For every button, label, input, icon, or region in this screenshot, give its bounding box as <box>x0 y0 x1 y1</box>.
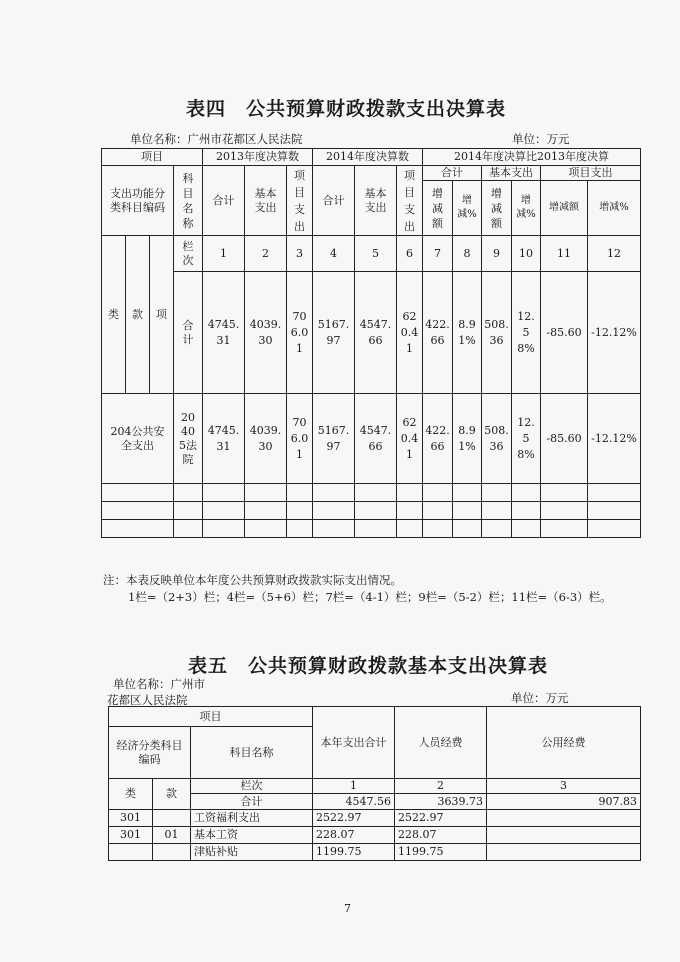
t4-204-v7: 422.66 <box>423 394 453 484</box>
t5-heji: 合计 <box>191 794 313 810</box>
t5-row1-lei: 301 <box>109 810 153 827</box>
t4-lei-cell <box>102 236 126 394</box>
t5-h-personnel: 人员经费 <box>395 707 487 779</box>
t4-col-8: 8 <box>453 236 482 272</box>
table4-row-204 <box>102 394 641 484</box>
table4-empty-row <box>102 484 641 502</box>
table5-title: 表五 公共预算财政拨款基本支出决算表 <box>188 655 549 677</box>
table4-title: 表四 公共预算财政拨款支出决算表 <box>186 98 507 120</box>
t4-h-2014: 2014年度决算数 <box>313 149 423 166</box>
t5-row3-total: 1199.75 <box>313 844 395 861</box>
t4-col-2: 2 <box>245 236 287 272</box>
t4-kuan: 款 <box>132 307 143 321</box>
t4-h-subj: 科目名称 <box>174 166 203 236</box>
table4-empty-row <box>102 502 641 520</box>
t4-204-code: 204公共安全支出 <box>102 394 174 484</box>
t4-204-v10: 12.58% <box>512 394 541 484</box>
t5-h-econ: 经济分类科目编码 <box>109 727 191 779</box>
t4-h-proj: 项目支出 <box>541 166 641 181</box>
table4-note1: 注：本表反映单位本年度公共预算财政拨款实际支出情况。 <box>103 573 402 587</box>
t4-total-v4: 5167.97 <box>313 272 355 394</box>
t5-row2-public <box>487 827 641 844</box>
t5-h-item: 项目 <box>109 707 313 727</box>
t4-col-10: 10 <box>512 236 541 272</box>
t4-h-func: 支出功能分类科目编码 <box>102 166 174 236</box>
t4-col-3: 3 <box>287 236 313 272</box>
t5-row2-name: 基本工资 <box>191 827 313 844</box>
t4-c-basic-2014: 基本支出 <box>355 166 397 236</box>
t5-row1-personnel: 2522.97 <box>395 810 487 827</box>
t4-c-heji-2014: 合计 <box>313 166 355 236</box>
t4-h-2013: 2013年度决算数 <box>203 149 313 166</box>
t4-col-12: 12 <box>588 236 641 272</box>
t5-row1-total: 2522.97 <box>313 810 395 827</box>
t4-total-v3: 706.01 <box>287 272 313 394</box>
t4-c-inc-pct2: 增减% <box>512 181 541 236</box>
t4-204-v6: 620.41 <box>397 394 423 484</box>
table4-note2: 1栏=（2+3）栏；4栏=（5+6）栏；7栏=（4-1）栏；9栏=（5-2）栏；11栏=（6-3）栏。 <box>128 590 612 604</box>
t4-xiang-cell <box>150 236 174 394</box>
t4-204-name: 20405法院 <box>174 394 203 484</box>
t4-c-inc-amt3: 增减额 <box>541 181 588 236</box>
t4-204-v12: -12.12% <box>588 394 641 484</box>
t4-204-v11: -85.60 <box>541 394 588 484</box>
t4-h-cmp: 2014年度决算比2013年度决算 <box>423 149 641 166</box>
t5-h-total: 本年支出合计 <box>313 707 395 779</box>
t4-h-total: 合计 <box>423 166 482 181</box>
t4-total-v5: 4547.66 <box>355 272 397 394</box>
t5-col-1: 1 <box>313 779 395 794</box>
t4-204-v2: 4039.30 <box>245 394 287 484</box>
t4-c-inc-pct: 增减% <box>453 181 482 236</box>
t4-204-v1: 4745.31 <box>203 394 245 484</box>
table4-row-total <box>102 272 641 394</box>
t4-c-proj-2014: 项目支出 <box>397 166 423 236</box>
t4-lei: 类 <box>108 307 119 321</box>
t5-total-v1: 4547.56 <box>313 794 395 810</box>
t4-total-v8: 8.91% <box>453 272 482 394</box>
t5-lanci: 栏次 <box>191 779 313 794</box>
t5-kuan: 款 <box>153 779 191 810</box>
t5-row2-lei: 301 <box>109 827 153 844</box>
t4-col-5: 5 <box>355 236 397 272</box>
t5-row3-name: 津贴补贴 <box>191 844 313 861</box>
t4-c-inc-amt2: 增减额 <box>482 181 512 236</box>
t4-col-4: 4 <box>313 236 355 272</box>
t5-row2-personnel: 228.07 <box>395 827 487 844</box>
t5-row3-public <box>487 844 641 861</box>
t5-row2-kuan: 01 <box>153 827 191 844</box>
t4-col-11: 11 <box>541 236 588 272</box>
t4-c-basic: 基本支出 <box>245 166 287 236</box>
t5-row1-public <box>487 810 641 827</box>
t4-lanci: 栏次 <box>174 236 203 272</box>
t5-row1-name: 工资福利支出 <box>191 810 313 827</box>
t4-204-v3: 706.01 <box>287 394 313 484</box>
t4-h-item: 项目 <box>102 149 203 166</box>
t4-kuan-cell <box>126 236 150 394</box>
t4-col-7: 7 <box>423 236 453 272</box>
t4-204-v9: 508.36 <box>482 394 512 484</box>
t5-row3-personnel: 1199.75 <box>395 844 487 861</box>
t5-col-3: 3 <box>487 779 641 794</box>
t4-total-v9: 508.36 <box>482 272 512 394</box>
t4-total-v2: 4039.30 <box>245 272 287 394</box>
table5 <box>108 706 641 861</box>
t5-row2-total: 228.07 <box>313 827 395 844</box>
table4-unit: 单位：万元 <box>512 132 570 146</box>
t4-h-basic: 基本支出 <box>482 166 541 181</box>
t4-c-inc-amt: 增减额 <box>423 181 453 236</box>
t5-row1-kuan <box>153 810 191 827</box>
page-number: 7 <box>344 902 351 915</box>
t4-total-label: 合计 <box>174 272 203 394</box>
t4-col-9: 9 <box>482 236 512 272</box>
table-row <box>109 827 641 844</box>
t4-total-v10: 12.58% <box>512 272 541 394</box>
t4-204-v4: 5167.97 <box>313 394 355 484</box>
t5-row3-lei <box>109 844 153 861</box>
t4-c-inc-pct3: 增减% <box>588 181 641 236</box>
t4-204-v8: 8.91% <box>453 394 482 484</box>
table5-unit: 单位：万元 <box>511 691 569 705</box>
t4-204-v5: 4547.66 <box>355 394 397 484</box>
table4-unit-name: 单位名称：广州市花都区人民法院 <box>130 132 303 146</box>
t4-xiang: 项 <box>156 307 167 321</box>
t4-total-v11: -85.60 <box>541 272 588 394</box>
t5-col-2: 2 <box>395 779 487 794</box>
table-row <box>109 844 641 861</box>
table5-unit-name-2: 花都区人民法院 <box>107 693 188 707</box>
t5-row3-kuan <box>153 844 191 861</box>
t5-h-subj: 科目名称 <box>191 727 313 779</box>
table4-empty-row <box>102 520 641 538</box>
t4-total-v1: 4745.31 <box>203 272 245 394</box>
t4-total-v6: 620.41 <box>397 272 423 394</box>
t4-col-6: 6 <box>397 236 423 272</box>
t5-h-public: 公用经费 <box>487 707 641 779</box>
t4-total-v7: 422.66 <box>423 272 453 394</box>
table5-unit-name-1: 单位名称：广州市 <box>113 677 205 691</box>
t4-c-heji: 合计 <box>203 166 245 236</box>
t5-total-v3: 907.83 <box>487 794 641 810</box>
table4 <box>101 148 641 538</box>
t4-col-1: 1 <box>203 236 245 272</box>
t5-lei: 类 <box>109 779 153 810</box>
t5-total-v2: 3639.73 <box>395 794 487 810</box>
t4-c-proj: 项目支出 <box>287 166 313 236</box>
t4-total-v12: -12.12% <box>588 272 641 394</box>
table-row <box>109 810 641 827</box>
